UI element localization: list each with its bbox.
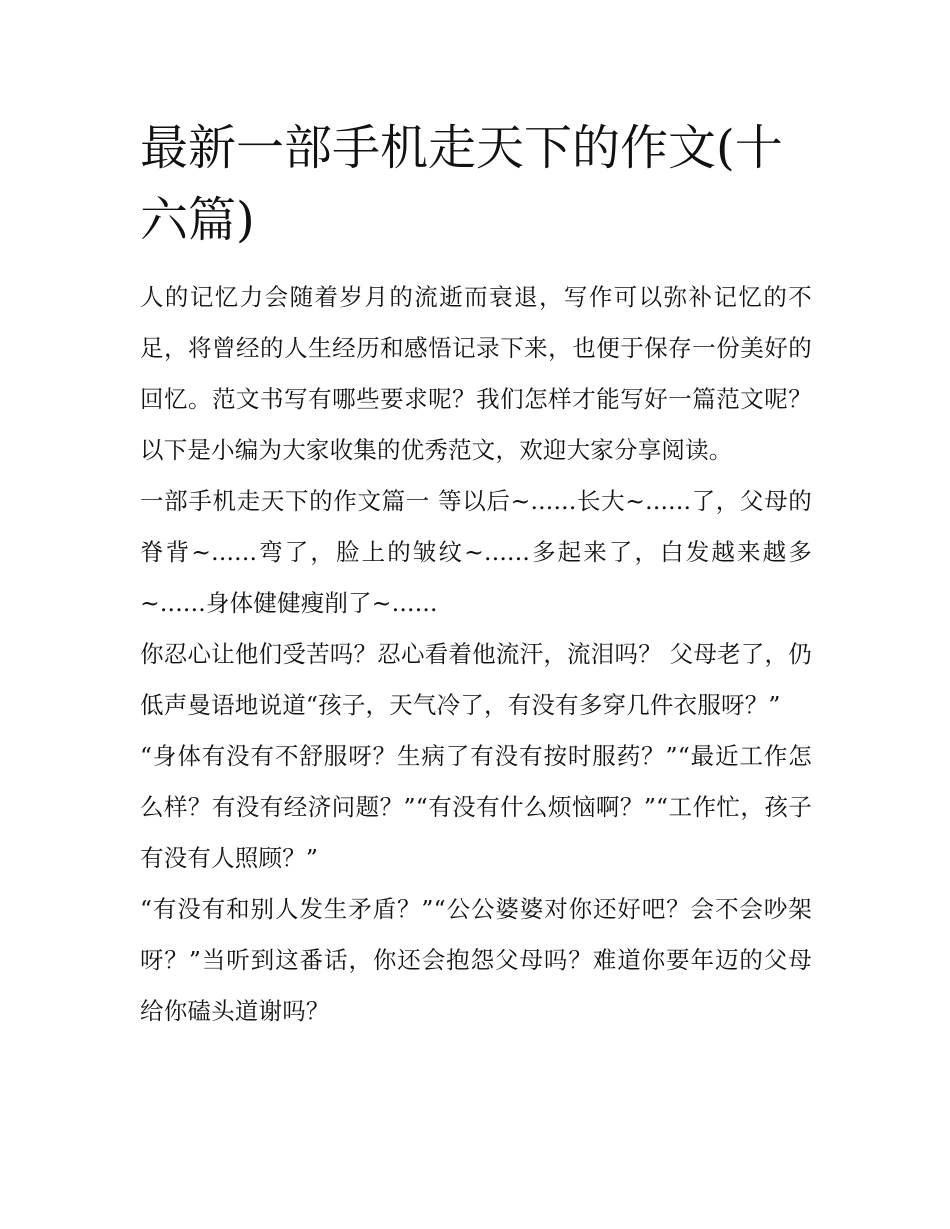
paragraph-parents-old: 你忍心让他们受苦吗？忍心看着他流汗，流泪吗？ 父母老了，仍低声曼语地说道“孩子，天气冷了，有没有多穿几件衣服呀？” (140, 640, 812, 719)
paragraph-questions-one: “身体有没有不舒服呀？生病了有没有按时服药？”“最近工作怎么样？有没有经济问题？”“有没有什么烦恼啊？”“工作忙，孩子有没有人照顾？” (140, 742, 812, 872)
paragraph-questions-two: “有没有和别人发生矛盾？”“公公婆婆对你还好吧？会不会吵架呀？”当听到这番话，你还会抱怨父母吗？难道你要年迈的父母给你磕头道谢吗？ (140, 895, 812, 1025)
document-page (140, 112, 812, 1037)
paragraph-essay-one: 一部手机走天下的作文篇一 等以后~......长大~......了，父母的脊背~......弯了，脸上的皱纹~......多起来了，白发越来越多~......身体健健瘦削了~...... (140, 487, 812, 617)
paragraph-intro: 人的记忆力会随着岁月的流逝而衰退，写作可以弥补记忆的不足，将曾经的人生经历和感悟记录下来，也便于保存一份美好的回忆。范文书写有哪些要求呢？我们怎样才能写好一篇范文呢？以下是小编为大家收集的优秀范文，欢迎大家分享阅读。 (140, 283, 812, 464)
document-title: 最新一部手机走天下的作文(十六篇) (140, 120, 783, 248)
